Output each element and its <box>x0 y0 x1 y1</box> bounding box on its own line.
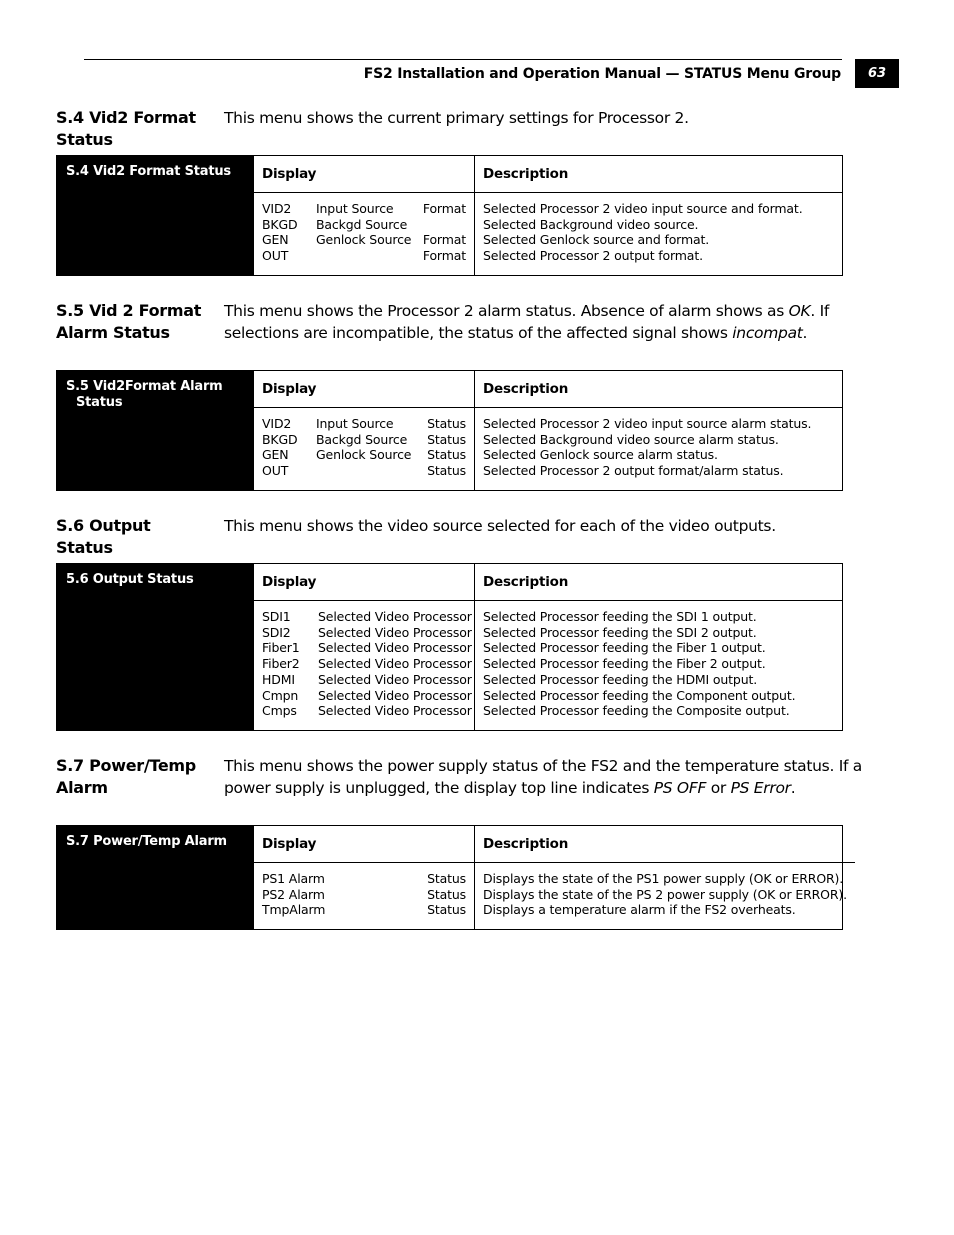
description-header: Description <box>475 371 842 408</box>
description-item: Selected Processor feeding the SDI 1 output. <box>483 609 757 624</box>
table-label: 5.6 Output Status <box>57 564 253 730</box>
description-item: Selected Processor 2 video input source and format. <box>483 201 803 216</box>
table-row: Fiber1 Selected Video Processor <box>262 640 472 656</box>
description-item: Selected Processor feeding the SDI 2 output. <box>483 624 757 640</box>
page-header-title: FS2 Installation and Operation Manual — STATUS Menu Group <box>363 66 841 82</box>
table-row: Cmpn Selected Video Processor <box>262 687 472 703</box>
description-item: Selected Genlock source and format. <box>483 232 710 248</box>
display-header: Display <box>254 826 474 863</box>
description-header: Description <box>475 564 842 601</box>
table-row: BKGD Backgd Source Status <box>262 431 466 447</box>
description-header: Description <box>475 826 855 863</box>
table-row: PS2 Alarm Status <box>262 886 466 902</box>
table-label: S.7 Power/Temp Alarm <box>57 826 253 929</box>
description-item: Selected Processor 2 output format. <box>483 248 703 264</box>
table-row: BKGD Backgd Source <box>262 216 408 232</box>
display-column <box>253 826 474 929</box>
section-description-s5: This menu shows the Processor 2 alarm status. Absence of alarm shows as OK. If selections are incompatible, the status of the affected signal shows incompat. <box>224 302 830 342</box>
table-row: HDMI Selected Video Processor <box>262 671 472 687</box>
table-row: TmpAlarm Status <box>262 902 466 918</box>
table-row: PS1 Alarm Status <box>262 871 466 886</box>
section-title-s5: S.5 Vid 2 Format Alarm Status <box>56 301 202 342</box>
table-s5 <box>56 370 843 491</box>
display-header: Display <box>254 564 474 601</box>
table-row: GEN Genlock Source Format <box>262 232 466 248</box>
description-item: Selected Background video source alarm status. <box>483 431 779 447</box>
description-item: Displays the state of the PS 2 power supply (OK or ERROR). <box>483 886 847 902</box>
description-item: Selected Genlock source alarm status. <box>483 447 718 463</box>
description-column <box>474 826 855 929</box>
description-item: Selected Background video source. <box>483 216 699 232</box>
header-rule <box>84 59 842 60</box>
table-row: GEN Genlock Source Status <box>262 447 466 463</box>
table-label: S.5 Vid2Format Alarm Status <box>57 371 253 490</box>
table-row: SDI1 Selected Video Processor <box>262 609 472 624</box>
description-item: Selected Processor 2 output format/alarm status. <box>483 463 784 479</box>
table-row: Cmps Selected Video Processor <box>262 703 472 719</box>
section-description-s6: This menu shows the video source selected for each of the video outputs. <box>224 517 776 535</box>
table-s4 <box>56 155 843 276</box>
table-row: OUT Format <box>262 248 466 264</box>
display-column <box>253 371 474 490</box>
description-item: Selected Processor 2 video input source alarm status. <box>483 416 812 431</box>
description-column <box>474 371 842 490</box>
section-title-s6: S.6 Output Status <box>56 516 151 557</box>
description-item: Selected Processor feeding the Fiber 1 output. <box>483 640 766 656</box>
table-row: Fiber2 Selected Video Processor <box>262 656 472 672</box>
page-number: 63 <box>855 59 899 88</box>
description-item: Selected Processor feeding the HDMI output. <box>483 671 758 687</box>
description-item: Displays the state of the PS1 power supply (OK or ERROR). <box>483 871 844 886</box>
description-header: Description <box>475 156 842 193</box>
description-column <box>474 564 842 730</box>
section-description-s7: This menu shows the power supply status of the FS2 and the temperature status. If a power supply is unplugged, the display top line indicates PS OFF or PS Error. <box>224 757 862 797</box>
table-label: S.4 Vid2 Format Status <box>57 156 253 275</box>
display-header: Display <box>254 371 474 408</box>
display-column <box>253 564 474 730</box>
description-column <box>474 156 842 275</box>
description-item: Selected Processor feeding the Component output. <box>483 687 796 703</box>
description-item: Selected Processor feeding the Composite output. <box>483 703 790 719</box>
section-title-s7: S.7 Power/Temp Alarm <box>56 756 196 797</box>
table-s7 <box>56 825 847 930</box>
table-row: VID2 Input Source Status <box>262 416 466 431</box>
table-s6 <box>56 563 843 731</box>
display-column <box>253 156 474 275</box>
table-row: VID2 Input Source Format <box>262 201 466 216</box>
section-description-s4: This menu shows the current primary settings for Processor 2. <box>224 109 689 127</box>
section-title-s4: S.4 Vid2 Format Status <box>56 108 196 149</box>
description-item: Displays a temperature alarm if the FS2 overheats. <box>483 902 796 918</box>
table-row: OUT Status <box>262 463 466 479</box>
description-item: Selected Processor feeding the Fiber 2 output. <box>483 656 766 672</box>
table-row: SDI2 Selected Video Processor <box>262 624 472 640</box>
display-header: Display <box>254 156 474 193</box>
